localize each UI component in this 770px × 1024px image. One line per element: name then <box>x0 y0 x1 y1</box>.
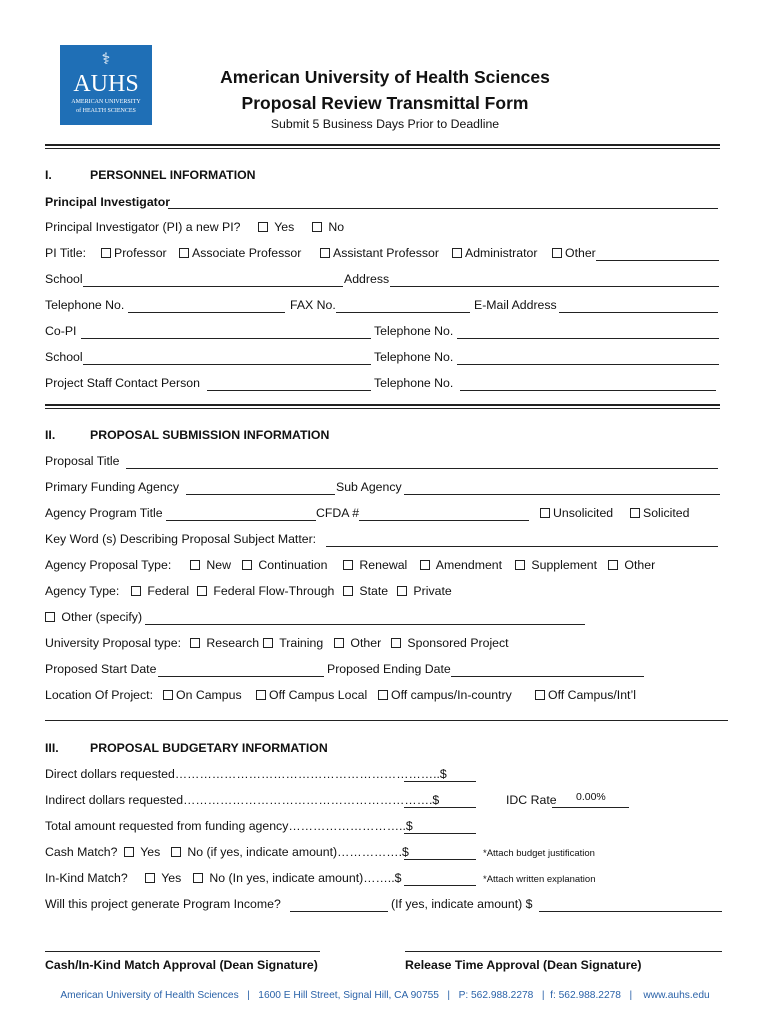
copi-field[interactable] <box>81 338 371 339</box>
logo-figure-icon: ⚕ <box>101 51 111 68</box>
telephone-field[interactable] <box>128 312 285 313</box>
pi-title-administrator[interactable] <box>452 246 537 260</box>
section2-divider <box>45 720 728 721</box>
checkbox[interactable] <box>263 638 273 648</box>
checkbox[interactable] <box>608 560 618 570</box>
release-time-signature-label: Release Time Approval (Dean Signature) <box>405 958 642 972</box>
cash-match-yes[interactable] <box>124 845 160 859</box>
univ-type-other[interactable] <box>334 636 381 650</box>
checkbox[interactable] <box>193 873 203 883</box>
indirect-dollars-label: Indirect dollars requested…………………………………………………….$ <box>45 793 440 807</box>
location-in-country[interactable] <box>378 688 512 702</box>
option-label: Private <box>413 584 452 598</box>
option-label: Research <box>206 636 260 650</box>
checkbox[interactable] <box>131 586 141 596</box>
fax-label: FAX No. <box>290 298 336 312</box>
copi-school-telephone-label: Telephone No. <box>374 350 454 364</box>
logo-subline-2: of HEALTH SCIENCES <box>76 108 136 114</box>
sub-agency-label: Sub Agency <box>336 480 402 494</box>
inkind-match-no[interactable] <box>193 871 401 885</box>
direct-dollars-field[interactable] <box>404 781 476 782</box>
staff-contact-label: Project Staff Contact Person <box>45 376 200 390</box>
staff-contact-field[interactable] <box>207 390 371 391</box>
email-field[interactable] <box>559 312 718 313</box>
section3-number: III. <box>45 741 59 755</box>
checkbox[interactable] <box>320 248 330 258</box>
location-international[interactable] <box>535 688 636 702</box>
checkbox[interactable] <box>552 248 562 258</box>
option-label: Federal Flow-Through <box>213 584 335 598</box>
location-off-campus-local[interactable] <box>256 688 367 702</box>
agency-type-federal[interactable] <box>131 584 189 598</box>
agency-type-state[interactable] <box>343 584 388 598</box>
option-label: State <box>359 584 389 598</box>
checkbox[interactable] <box>515 560 525 570</box>
option-label: Off Campus/Int’l <box>548 688 636 702</box>
location-label: Location Of Project: <box>45 688 153 702</box>
unsolicited-option[interactable] <box>540 506 613 520</box>
new-pi-yes-checkbox[interactable] <box>258 222 268 232</box>
option-label: Other <box>350 636 382 650</box>
program-income-field[interactable] <box>290 911 388 912</box>
sub-agency-field[interactable] <box>404 494 720 495</box>
option-label: Off Campus Local <box>269 688 368 702</box>
pi-title-assistant[interactable] <box>320 246 439 260</box>
new-pi-no-label: No <box>328 220 345 234</box>
proposal-type-amendment[interactable] <box>420 558 502 572</box>
form-title: Proposal Review Transmittal Form <box>241 93 529 113</box>
section3-title: PROPOSAL BUDGETARY INFORMATION <box>90 741 328 755</box>
copi-school-label: School <box>45 350 83 364</box>
inkind-match-yes[interactable] <box>145 871 181 885</box>
logo-acronym: AUHS <box>73 71 139 97</box>
copi-label: Co-PI <box>45 324 77 338</box>
agency-program-title-label: Agency Program Title <box>45 506 163 520</box>
inkind-note: *Attach written explanation <box>483 874 596 885</box>
keywords-label: Key Word (s) Describing Proposal Subject Matter: <box>45 532 317 546</box>
cfda-field[interactable] <box>359 520 529 521</box>
univ-type-sponsored[interactable] <box>391 636 509 650</box>
option-label: No (if yes, indicate amount)…………….$ <box>187 845 409 859</box>
cfda-label: CFDA # <box>316 506 360 520</box>
pi-name-field[interactable] <box>168 208 718 209</box>
checkbox[interactable] <box>378 690 388 700</box>
university-name: American University of Health Sciences <box>220 67 550 87</box>
other-specify-field[interactable] <box>145 624 585 625</box>
option-label: Other <box>624 558 656 572</box>
checkbox[interactable] <box>452 248 462 258</box>
option-label: New <box>206 558 232 572</box>
checkbox[interactable] <box>343 586 353 596</box>
direct-dollars-label: Direct dollars requested………………………………………………………..$ <box>45 767 447 781</box>
proposal-type-supplement[interactable] <box>515 558 597 572</box>
copi-telephone-label: Telephone No. <box>374 324 454 338</box>
fax-field[interactable] <box>336 312 470 313</box>
program-income-question: Will this project generate Program Income? <box>45 897 281 911</box>
staff-telephone-label: Telephone No. <box>374 376 454 390</box>
checkbox[interactable] <box>190 560 200 570</box>
checkbox[interactable] <box>391 638 401 648</box>
checkbox[interactable] <box>630 508 640 518</box>
checkbox[interactable] <box>171 847 181 857</box>
checkbox[interactable] <box>535 690 545 700</box>
inkind-match-label: In-Kind Match? <box>45 871 128 885</box>
primary-agency-field[interactable] <box>186 494 335 495</box>
option-label: Other <box>565 246 596 260</box>
start-date-field[interactable] <box>158 676 324 677</box>
option-label: Off campus/In-country <box>391 688 512 702</box>
pi-title-other-field[interactable] <box>596 260 719 261</box>
option-label: On Campus <box>176 688 242 702</box>
option-label: Training <box>279 636 324 650</box>
pi-title-professor[interactable] <box>101 246 167 260</box>
location-on-campus[interactable] <box>163 688 242 702</box>
keywords-field[interactable] <box>326 546 718 547</box>
new-pi-question: Principal Investigator (PI) a new PI? <box>45 220 241 234</box>
copi-telephone-field[interactable] <box>457 338 719 339</box>
address-field[interactable] <box>390 286 719 287</box>
option-label: Other (specify) <box>61 610 143 624</box>
cash-approval-signature-line[interactable] <box>45 951 320 952</box>
header-divider <box>45 144 720 149</box>
primary-agency-label: Primary Funding Agency <box>45 480 179 494</box>
program-income-amount-label: (If yes, indicate amount) $ <box>391 897 533 911</box>
option-label: Associate Professor <box>192 246 302 260</box>
new-pi-yes-label: Yes <box>274 220 295 234</box>
agency-program-title-field[interactable] <box>166 520 316 521</box>
idc-rate-value[interactable]: 0.00% <box>576 791 606 803</box>
staff-telephone-field[interactable] <box>460 390 716 391</box>
option-label: Renewal <box>359 558 408 572</box>
logo-subline-1: AMERICAN UNIVERSITY <box>71 99 141 105</box>
checkbox[interactable] <box>197 586 207 596</box>
section1-title: PERSONNEL INFORMATION <box>90 168 256 182</box>
new-pi-no[interactable] <box>312 220 344 234</box>
checkbox[interactable] <box>540 508 550 518</box>
proposal-type-renewal[interactable] <box>343 558 407 572</box>
option-label: No (In yes, indicate amount)……..$ <box>209 871 402 885</box>
pi-title-other[interactable] <box>552 246 596 260</box>
checkbox[interactable] <box>101 248 111 258</box>
total-amount-field[interactable] <box>404 833 476 834</box>
pi-title-associate[interactable] <box>179 246 301 260</box>
idc-rate-field[interactable] <box>552 807 629 808</box>
checkbox[interactable] <box>179 248 189 258</box>
pi-heading: Principal Investigator <box>45 195 171 209</box>
option-label: Assistant Professor <box>333 246 439 260</box>
proposal-type-new[interactable] <box>190 558 231 572</box>
checkbox[interactable] <box>343 560 353 570</box>
checkbox[interactable] <box>190 638 200 648</box>
new-pi-no-checkbox[interactable] <box>312 222 322 232</box>
checkbox[interactable] <box>145 873 155 883</box>
proposal-title-label: Proposal Title <box>45 454 120 468</box>
option-label: Federal <box>147 584 190 598</box>
option-label: Yes <box>161 871 182 885</box>
cash-match-amount-field[interactable] <box>404 859 476 860</box>
section1-divider <box>45 404 720 409</box>
pi-title-label: PI Title: <box>45 246 87 260</box>
univ-type-label: University Proposal type: <box>45 636 182 650</box>
cash-approval-signature-label: Cash/In-Kind Match Approval (Dean Signature) <box>45 958 318 972</box>
indirect-dollars-field[interactable] <box>404 807 476 808</box>
checkbox[interactable] <box>242 560 252 570</box>
section2-title: PROPOSAL SUBMISSION INFORMATION <box>90 428 330 442</box>
proposal-type-label: Agency Proposal Type: <box>45 558 172 572</box>
checkbox[interactable] <box>124 847 134 857</box>
agency-type-label: Agency Type: <box>45 584 120 598</box>
copi-school-telephone-field[interactable] <box>457 364 719 365</box>
option-label: Unsolicited <box>553 506 614 520</box>
checkbox[interactable] <box>163 690 173 700</box>
univ-type-research[interactable] <box>190 636 259 650</box>
option-label: Solicited <box>643 506 690 520</box>
agency-type-flow-through[interactable] <box>197 584 334 598</box>
proposal-type-continuation[interactable] <box>242 558 327 572</box>
cash-match-label: Cash Match? <box>45 845 118 859</box>
checkbox[interactable] <box>45 612 55 622</box>
checkbox[interactable] <box>420 560 430 570</box>
checkbox[interactable] <box>256 690 266 700</box>
section1-number: I. <box>45 168 52 182</box>
option-label: Sponsored Project <box>407 636 509 650</box>
option-label: Continuation <box>258 558 328 572</box>
new-pi-yes[interactable] <box>258 220 294 234</box>
proposal-title-field[interactable] <box>126 468 718 469</box>
option-label: Supplement <box>531 558 598 572</box>
end-date-field[interactable] <box>451 676 644 677</box>
other-specify-option[interactable] <box>45 610 142 624</box>
option-label: Administrator <box>465 246 538 260</box>
footer-contact: American University of Health Sciences | 1600 E Hill Street, Signal Hill, CA 90755 | P: 562.988.2278 | f: 562.988.2278 | www.auhs.edu <box>60 990 710 1001</box>
cash-match-no[interactable] <box>171 845 409 859</box>
checkbox[interactable] <box>334 638 344 648</box>
email-label: E-Mail Address <box>474 298 557 312</box>
solicited-option[interactable] <box>630 506 689 520</box>
address-label: Address <box>344 272 390 286</box>
release-time-signature-line[interactable] <box>405 951 722 952</box>
telephone-label: Telephone No. <box>45 298 125 312</box>
univ-type-training[interactable] <box>263 636 323 650</box>
form-subtitle: Submit 5 Business Days Prior to Deadline <box>270 117 500 131</box>
end-date-label: Proposed Ending Date <box>327 662 451 676</box>
agency-type-private[interactable] <box>397 584 452 598</box>
option-label: Amendment <box>435 558 503 572</box>
checkbox[interactable] <box>397 586 407 596</box>
inkind-amount-field[interactable] <box>404 885 476 886</box>
option-label: Yes <box>140 845 161 859</box>
section2-number: II. <box>45 428 56 442</box>
proposal-type-other[interactable] <box>608 558 655 572</box>
school-field[interactable] <box>83 286 343 287</box>
school-label: School <box>45 272 83 286</box>
total-amount-label: Total amount requested from funding agency………………………..$ <box>45 819 413 833</box>
copi-school-field[interactable] <box>83 364 371 365</box>
program-income-amount-field[interactable] <box>539 911 722 912</box>
cash-match-note: *Attach budget justification <box>483 848 595 859</box>
option-label: Professor <box>114 246 167 260</box>
idc-rate-label: IDC Rate <box>506 793 557 807</box>
start-date-label: Proposed Start Date <box>45 662 157 676</box>
